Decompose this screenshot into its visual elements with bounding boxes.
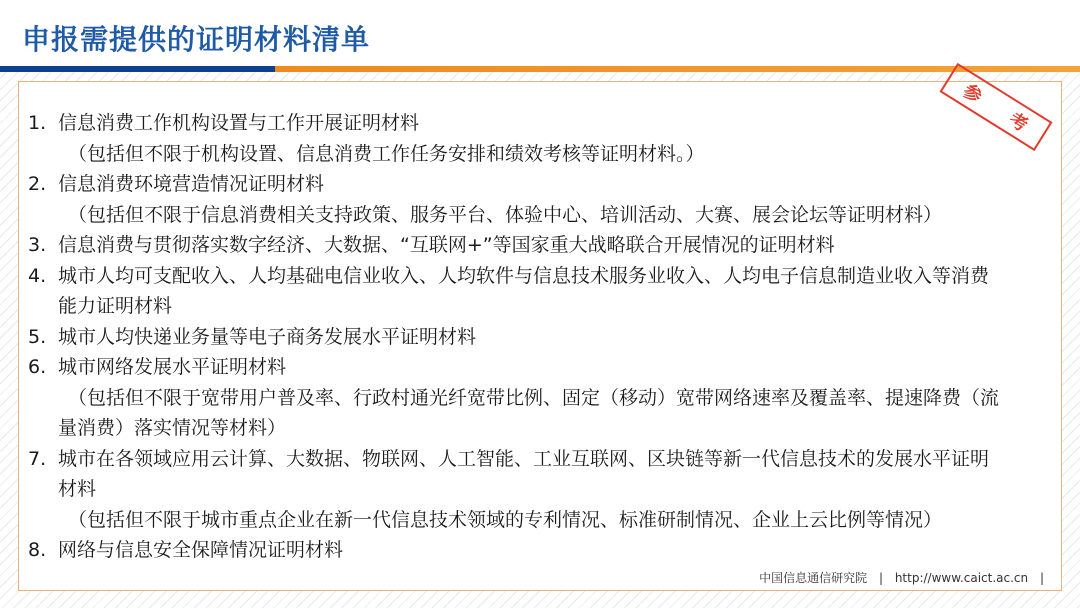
list-item-7-continuation [28, 474, 999, 505]
item-detail-text: （包括但不限于城市重点企业在新一代信息技术领域的专利情况、标准研制情况、企业上云比例等情况） [68, 508, 943, 531]
list-item-6-detail [28, 383, 999, 414]
materials-list [28, 108, 999, 566]
item-text: 信息消费与贯彻落实数字经济、大数据、“互联网+”等国家重大战略联合开展情况的证明材料 [58, 234, 835, 256]
title-underline-blue [0, 65, 275, 72]
item-continuation-text: 量消费）落实情况等材料） [58, 417, 287, 439]
item-continuation-text: 材料 [58, 478, 97, 500]
item-number: 7. [28, 447, 47, 470]
list-item-1 [28, 108, 999, 139]
item-text: 城市人均快递业务量等电子商务发展水平证明材料 [58, 325, 477, 348]
list-item-1-detail [28, 139, 999, 170]
item-continuation-text: 能力证明材料 [58, 295, 173, 317]
item-number: 2. [28, 173, 47, 195]
item-text: 城市在各领域应用云计算、大数据、物联网、人工智能、工业互联网、区块链等新一代信息技术的发展水平证明 [58, 447, 990, 470]
slide-footer [759, 569, 1052, 586]
item-text: 信息消费工作机构设置与工作开展证明材料 [58, 112, 420, 134]
item-detail-text: （包括但不限于机构设置、信息消费工作任务安排和绩效考核等证明材料。） [68, 142, 705, 165]
list-item-6-detail-continuation [28, 413, 999, 444]
item-text: 城市人均可支配收入、人均基础电信业收入、人均软件与信息技术服务业收入、人均电子信息制造业收入等消费 [58, 264, 990, 287]
list-item-7-detail [28, 505, 999, 536]
item-number: 8. [28, 539, 47, 561]
item-number: 1. [28, 112, 47, 134]
item-number: 4. [28, 264, 47, 287]
item-text: 信息消费环境营造情况证明材料 [58, 173, 325, 195]
item-text: 城市网络发展水平证明材料 [58, 356, 287, 378]
item-number: 3. [28, 234, 47, 256]
footer-url: http://www.caict.ac.cn [894, 571, 1029, 585]
item-detail-text: （包括但不限于信息消费相关支持政策、服务平台、体验中心、培训活动、大赛、展会论坛等证明材料） [68, 203, 943, 226]
item-text: 网络与信息安全保障情况证明材料 [58, 539, 344, 561]
list-item-4-continuation [28, 291, 999, 322]
list-item-5 [28, 322, 999, 353]
list-item-7 [28, 444, 999, 475]
item-number: 6. [28, 356, 47, 378]
item-number: 5. [28, 325, 47, 348]
slide-header [0, 0, 1080, 66]
footer-org: 中国信息通信研究院 [759, 571, 868, 585]
stamp-char-2: 考 [1004, 108, 1032, 137]
list-item-2 [28, 169, 999, 200]
page-title: 申报需提供的证明材料清单 [22, 23, 371, 56]
list-item-3 [28, 230, 999, 261]
item-detail-text: （包括但不限于宽带用户普及率、行政村通光纤宽带比例、固定（移动）宽带网络速率及覆盖率、提速降费（流 [68, 386, 1000, 409]
list-item-6 [28, 352, 999, 383]
list-item-4 [28, 261, 999, 292]
list-item-2-detail [28, 200, 999, 231]
list-item-8 [28, 535, 999, 566]
footer-separator: | [878, 571, 883, 585]
footer-end-separator: | [1039, 571, 1044, 585]
stamp-char-1: 参 [959, 80, 986, 108]
